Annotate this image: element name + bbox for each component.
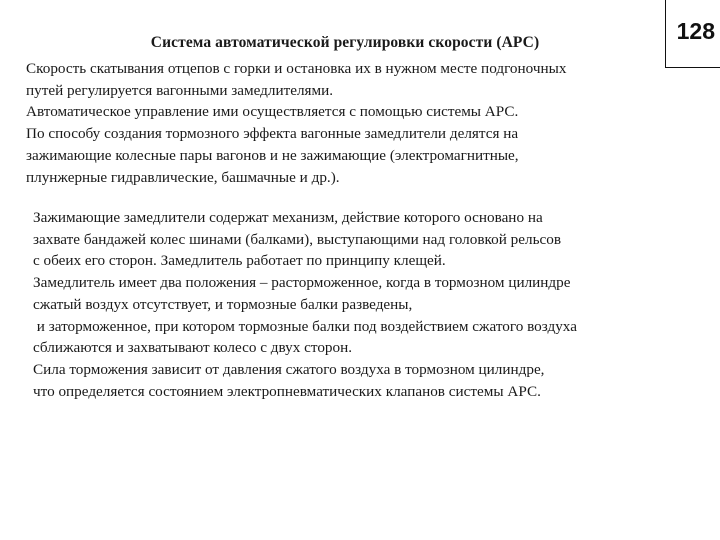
- text-line: зажимающие колесные пары вагонов и не зажимающие (электромагнитные,: [26, 146, 519, 164]
- slide-title: Система автоматической регулировки скорости (АРС): [150, 34, 540, 51]
- page-number: 128: [676, 18, 715, 44]
- text-line: что определяется состоянием электропневматических клапанов системы АРС.: [33, 382, 541, 400]
- text-block-1: [26, 58, 686, 188]
- text-line: Скорость скатывания отцепов с горки и остановка их в нужном месте подгоночных: [26, 60, 567, 77]
- text-line: Замедлитель имеет два положения – расторможенное, когда в тормозном цилиндре: [33, 274, 571, 292]
- text-line: и заторможенное, при котором тормозные балки под воздействием сжатого воздуха: [33, 317, 577, 335]
- text-line: плунжерные гидравлические, башмачные и др.).: [26, 168, 340, 186]
- text-line: путей регулируется вагонными замедлителями.: [26, 81, 334, 99]
- text-line: сближаются и захватывают колесо с двух сторон.: [33, 339, 353, 357]
- text-line: захвате бандажей колес шинами (балками), выступающими над головкой рельсов: [33, 230, 562, 248]
- text-block-2: [33, 207, 703, 402]
- text-line: По способу создания тормозного эффекта вагонные замедлители делятся на: [26, 125, 519, 143]
- text-line: Автоматическое управление ими осуществляется с помощью системы АРС.: [26, 103, 519, 121]
- text-line: с обеих его сторон. Замедлитель работает по принципу клещей.: [33, 252, 446, 270]
- text-line: Зажимающие замедлители содержат механизм, действие которого основано на: [33, 209, 543, 226]
- text-line: сжатый воздух отсутствует, и тормозные балки разведены,: [33, 295, 413, 313]
- text-line: Сила торможения зависит от давления сжатого воздуха в тормозном цилиндре,: [33, 360, 545, 378]
